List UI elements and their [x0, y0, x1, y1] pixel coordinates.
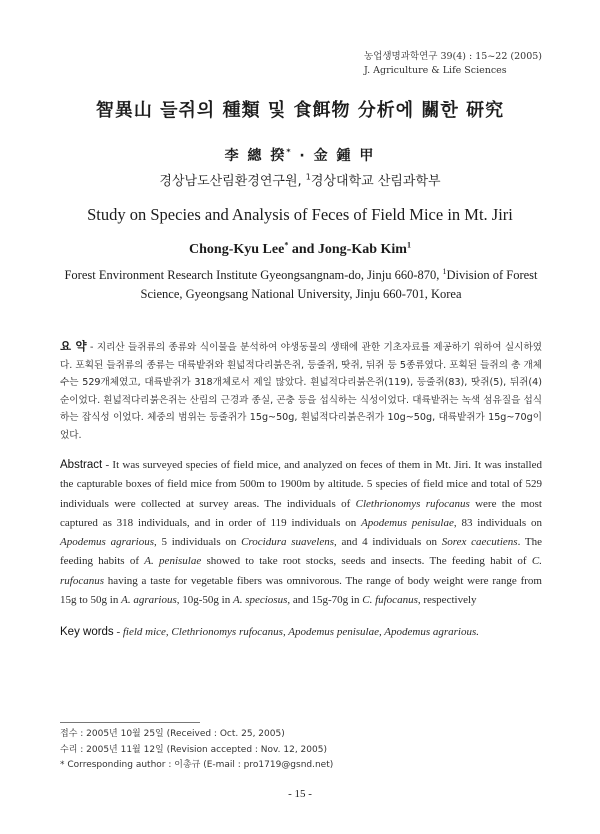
english-affiliation — [64, 266, 538, 304]
accepted-date: 수리 : 2005년 11월 12일 (Revision accepted : Nov. 12, 2005) — [60, 744, 327, 755]
abstract-text: were the most captured as 318 individuals, and in order of 119 individuals on — [60, 497, 542, 529]
affiliation-mark-en: 1 — [406, 240, 411, 250]
korean-title: 智異山 들쥐의 種類 및 食餌物 分析에 關한 研究 — [95, 100, 505, 121]
english-affiliation-2: Division of Forest Science, Gyeongsang National University, Jinju 660-701, Korea — [140, 268, 538, 301]
abstract-text: having a taste for vegetable fibers was omnivorous. The range of body weight were range from 15g to 50g in — [60, 574, 542, 607]
keywords-label: Key words — [60, 626, 114, 638]
abstract-text: - It was surveyed species of field mice, and analyzed on feces of them in Mt. Jiri. It was installed the capturable boxes of field mice from 500m to 1900m by altitude. 5 species of field mice and total of 529 individuals were collected at survey areas. The individuals of — [60, 459, 542, 510]
abstract-text: , respectively — [417, 594, 477, 607]
journal-header — [364, 50, 542, 78]
affiliation-mark-en-2: 1 — [442, 266, 447, 276]
footnote-divider — [60, 722, 200, 723]
species-name: Apodemus agrarious — [60, 536, 154, 549]
species-name: A. speciosus — [232, 594, 288, 607]
corresponding-mark-en: * — [284, 240, 289, 250]
korean-affiliation — [0, 170, 600, 189]
korean-abstract — [60, 338, 542, 444]
species-name: C. rufocanus — [60, 555, 542, 587]
author-separator: · — [292, 148, 314, 164]
page-number: - 15 - — [288, 788, 312, 800]
korean-abstract-body: - 지리산 들쥐류의 종류와 식이물을 분석하여 야생동물의 생태에 관한 기초자료를 제공하기 위하여 실시하였다. 포획된 들쥐류의 종류는 대륙밭쥐와 흰넓적다리붉은쥐, 등줄쥐, 땃쥐, 뒤쥐 등 5종류였다. 포획된 들쥐의 총 개체수는 529개체였고, 대륙밭쥐가 318개체로서 제일 많았다. 흰넓적다리붉은쥐(119), 등줄쥐(83), 땃쥐(5), 뒤쥐(4)순이었다. 흰넓적다리붉은쥐는 산림의 근경과 종실, 곤충 등을 섭식하는 식성이었다. 대륙밭쥐는 녹색 섬유질을 섭식하는 잡식성 이었다. 체중의 범위는 등줄쥐가 15g~50g, 흰넓적다리붉은쥐가 10g~50g, 대륙밭쥐가 15g~70g이었다. — [60, 342, 542, 441]
footnotes — [60, 727, 333, 774]
species-name: Clethrionomys rufocanus — [355, 497, 470, 510]
keywords-dash: - — [113, 626, 123, 638]
species-name: A. penisulae — [144, 555, 202, 568]
korean-author-2: 金 鍾 甲 — [313, 148, 376, 164]
species-name: A. agrarious — [121, 594, 177, 607]
species-name: Crocidura suavelens — [241, 536, 335, 549]
abstract-text: , and 4 individuals on — [334, 536, 442, 549]
english-author-1: Chong-Kyu Lee — [189, 242, 285, 257]
corresponding-mark: * — [286, 147, 293, 157]
journal-name: J. Agriculture & Life Sciences — [364, 65, 507, 76]
abstract-text: , and 15g-70g in — [287, 594, 363, 607]
keywords — [60, 623, 542, 641]
english-authors — [0, 242, 600, 258]
affiliation-mark: 1 — [305, 172, 311, 182]
korean-affiliation-1: 경상남도산림환경연구원, — [159, 174, 306, 189]
korean-abstract-label: 요 약 — [60, 339, 87, 353]
species-name: C. fufocanus — [362, 594, 418, 607]
journal-citation: 농업생명과학연구 39(4) : 15~22 (2005) — [364, 51, 542, 62]
species-name: Apodemus penisulae — [361, 516, 454, 529]
author-and: and — [288, 242, 318, 257]
abstract-text: , 83 individuals on — [453, 516, 542, 529]
english-abstract — [60, 456, 542, 610]
korean-author-1: 李 總 揆 — [224, 148, 287, 164]
english-affiliation-1: Forest Environment Research Institute Gyeongsangnam-do, Jinju 660-870, — [64, 268, 443, 282]
species-name: Sorex caecutiens — [441, 536, 518, 549]
english-title: Study on Species and Analysis of Feces of Field Mice in Mt. Jiri — [87, 205, 513, 224]
english-abstract-label: Abstract — [60, 459, 103, 471]
keywords-text: field mice, Clethrionomys rufocanus, Apodemus penisulae, Apodemus agrarious. — [122, 626, 480, 638]
corresponding-author: * Corresponding author : 이총규 (E-mail : pro1719@gsnd.net) — [60, 760, 334, 770]
abstract-text: . The feeding habits of — [60, 536, 542, 568]
abstract-text: , 5 individuals on — [153, 536, 242, 549]
abstract-text: , 10g-50g in — [176, 594, 233, 607]
korean-authors — [0, 145, 600, 165]
abstract-text: showed to take root stocks, seeds and insects. The feeding habit of — [201, 555, 532, 568]
korean-affiliation-2: 경상대학교 산림과학부 — [310, 174, 441, 189]
english-author-2: Jong-Kab Kim — [317, 242, 407, 257]
received-date: 접수 : 2005년 10월 25일 (Received : Oct. 25, 2005) — [60, 729, 285, 739]
